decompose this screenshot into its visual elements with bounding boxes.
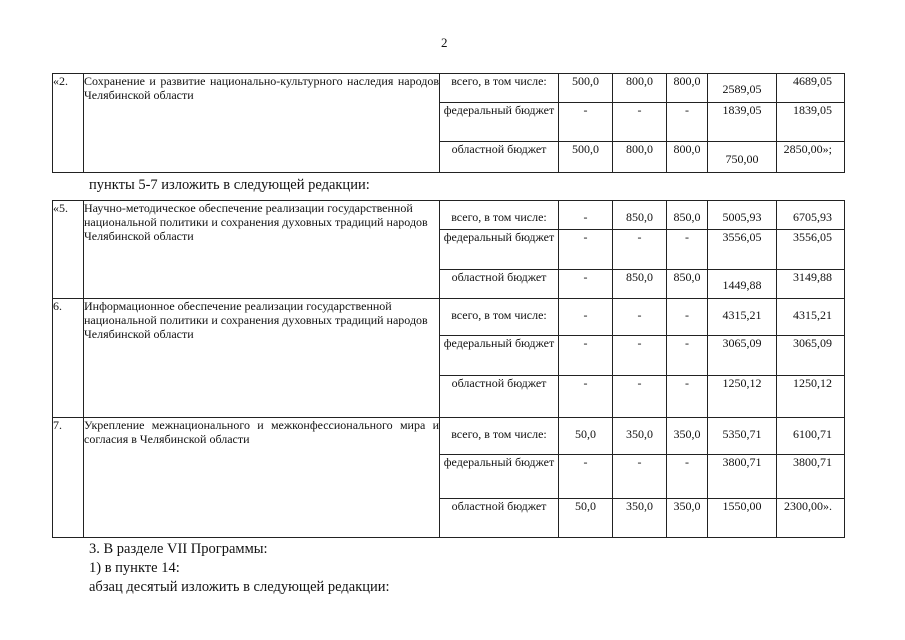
- value-cell: 3556,05: [708, 230, 777, 270]
- row-number: «2.: [53, 74, 84, 173]
- value-cell: 1839,05: [777, 103, 845, 142]
- value-cell: 5350,71: [708, 418, 777, 455]
- value-cell: -: [559, 201, 613, 230]
- value-cell: -: [559, 455, 613, 499]
- funding-source: всего, в том числе:: [440, 418, 559, 455]
- value-cell: 850,0: [667, 201, 708, 230]
- value-cell: -: [559, 299, 613, 336]
- value-cell: 4689,05: [777, 74, 845, 103]
- value-cell: -: [613, 230, 667, 270]
- table-row: [53, 74, 845, 103]
- row-number: «5.: [53, 201, 84, 299]
- funding-source: всего, в том числе:: [440, 201, 559, 230]
- value-cell: 850,0: [667, 270, 708, 299]
- value-cell: 3149,88: [777, 270, 845, 299]
- value-cell: 800,0: [667, 74, 708, 103]
- value-cell: 6100,71: [777, 418, 845, 455]
- value-cell: 350,0: [613, 499, 667, 538]
- value-cell: 50,0: [559, 499, 613, 538]
- value-cell: -: [667, 230, 708, 270]
- table-row: [53, 299, 845, 336]
- value-cell: 350,0: [667, 418, 708, 455]
- row-name: Научно-методическое обеспечение реализации государственной национальной политики и сохранения духовных традиций народов Челябинской области: [84, 201, 440, 299]
- value-cell: 5005,93: [708, 201, 777, 230]
- value-cell: 800,0: [613, 74, 667, 103]
- value-cell: -: [613, 455, 667, 499]
- value-cell: 350,0: [613, 418, 667, 455]
- row-name: Сохранение и развитие национально-культурного наследия народов Челябинской области: [84, 74, 440, 173]
- value-cell: 800,0: [613, 142, 667, 173]
- value-cell: 1250,12: [777, 376, 845, 418]
- value-cell: 1839,05: [708, 103, 777, 142]
- program-table-item-2: [52, 73, 845, 173]
- value-cell: 1550,00: [708, 499, 777, 538]
- value-cell: 3556,05: [777, 230, 845, 270]
- value-cell: -: [667, 376, 708, 418]
- funding-source: всего, в том числе:: [440, 74, 559, 103]
- value-cell: 3800,71: [708, 455, 777, 499]
- value-cell: 4315,21: [708, 299, 777, 336]
- value-cell: 750,00: [708, 142, 777, 173]
- value-cell: 800,0: [667, 142, 708, 173]
- funding-source: областной бюджет: [440, 376, 559, 418]
- paragraph-point-14: 1) в пункте 14:: [89, 560, 180, 576]
- funding-source: федеральный бюджет: [440, 230, 559, 270]
- value-cell: 2300,00».: [777, 499, 845, 538]
- value-cell: 50,0: [559, 418, 613, 455]
- funding-source: федеральный бюджет: [440, 103, 559, 142]
- value-cell: 3065,09: [708, 336, 777, 376]
- value-cell: 2850,00»;: [777, 142, 845, 173]
- value-cell: 500,0: [559, 142, 613, 173]
- value-cell: 850,0: [613, 270, 667, 299]
- table-row: [53, 201, 845, 230]
- value-cell: 3800,71: [777, 455, 845, 499]
- row-name: Укрепление межнационального и межконфессионального мира и согласия в Челябинской области: [84, 418, 440, 538]
- value-cell: -: [613, 103, 667, 142]
- value-cell: -: [667, 299, 708, 336]
- funding-source: федеральный бюджет: [440, 336, 559, 376]
- value-cell: -: [559, 376, 613, 418]
- value-cell: 1449,88: [708, 270, 777, 299]
- funding-source: областной бюджет: [440, 270, 559, 299]
- funding-source: областной бюджет: [440, 499, 559, 538]
- table-row: [53, 418, 845, 455]
- funding-source: федеральный бюджет: [440, 455, 559, 499]
- value-cell: 500,0: [559, 74, 613, 103]
- program-table-items-5-7: [52, 200, 845, 538]
- page-number: 2: [441, 35, 448, 50]
- value-cell: -: [559, 336, 613, 376]
- value-cell: -: [613, 336, 667, 376]
- value-cell: 6705,93: [777, 201, 845, 230]
- paragraph-items-5-7: пункты 5-7 изложить в следующей редакции:: [89, 177, 370, 193]
- funding-source: областной бюджет: [440, 142, 559, 173]
- value-cell: -: [667, 336, 708, 376]
- value-cell: -: [559, 103, 613, 142]
- paragraph-section-vii: 3. В разделе VII Программы:: [89, 541, 268, 557]
- row-number: 7.: [53, 418, 84, 538]
- value-cell: 4315,21: [777, 299, 845, 336]
- paragraph-tenth-abzac: абзац десятый изложить в следующей редакции:: [89, 579, 390, 595]
- funding-source: всего, в том числе:: [440, 299, 559, 336]
- value-cell: -: [559, 230, 613, 270]
- value-cell: -: [667, 103, 708, 142]
- value-cell: -: [613, 299, 667, 336]
- row-number: 6.: [53, 299, 84, 418]
- value-cell: -: [667, 455, 708, 499]
- value-cell: -: [613, 376, 667, 418]
- value-cell: 350,0: [667, 499, 708, 538]
- value-cell: 3065,09: [777, 336, 845, 376]
- value-cell: -: [559, 270, 613, 299]
- value-cell: 2589,05: [708, 74, 777, 103]
- value-cell: 1250,12: [708, 376, 777, 418]
- value-cell: 850,0: [613, 201, 667, 230]
- row-name: Информационное обеспечение реализации государственной национальной политики и сохранения духовных традиций народов Челябинской области: [84, 299, 440, 418]
